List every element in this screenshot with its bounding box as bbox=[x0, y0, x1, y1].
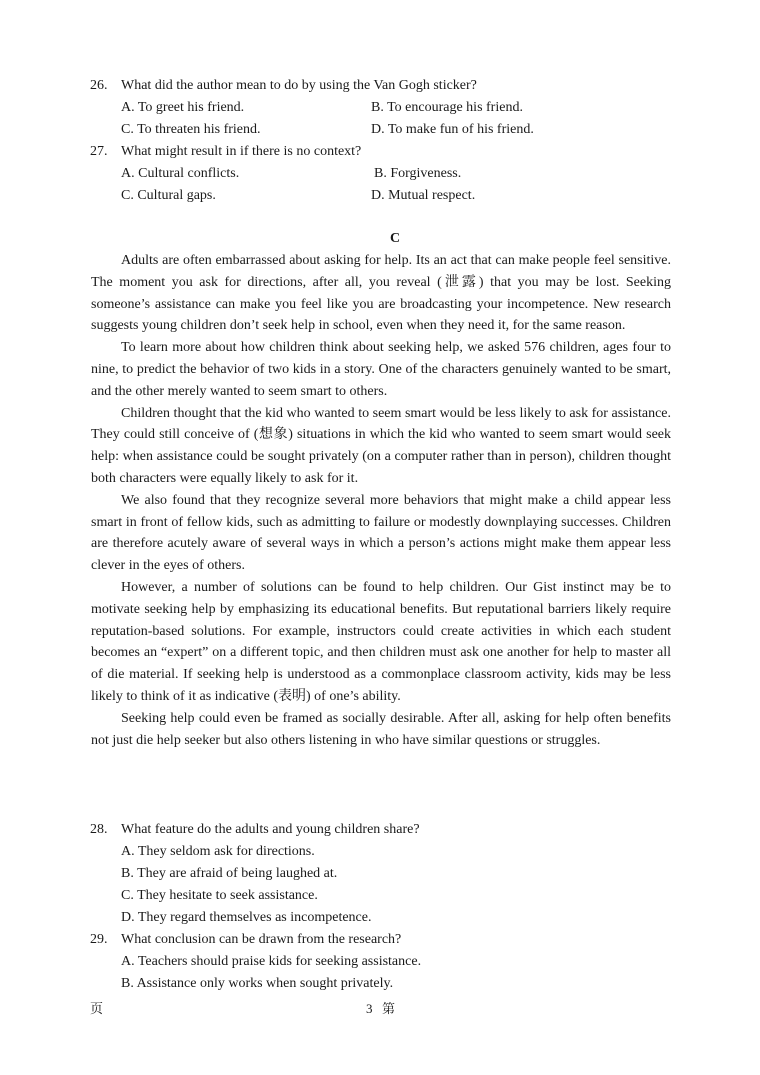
question-number: 28. bbox=[90, 822, 108, 837]
q27-option-c: C. Cultural gaps. bbox=[121, 188, 216, 203]
passage-paragraph-2: To learn more about how children think about seeking help, we asked 576 children, ages four to nine, to predict the behavior of two kids in a story. One of the characters genuinely wanted to be smart, and the other merely wanted to seem smart to others. bbox=[91, 340, 671, 399]
reading-passage bbox=[91, 250, 671, 751]
passage-paragraph-5: However, a number of solutions can be found to help children. Our Gist instinct may be to motivate seeking help by emphasizing its educational benefits. But reputational barriers likely require reputation-based solutions. For example, instructors could create activities in which each student becomes an “expert” on a different topic, and then children must ask one another for help to master all of die material. If seeking help is understood as a commonplace classroom activity, kids may be less likely to think of it as indicative (表明) of one’s ability. bbox=[91, 579, 671, 704]
question-number: 27. bbox=[90, 144, 108, 159]
question-text: What feature do the adults and young children share? bbox=[121, 822, 420, 837]
passage-paragraph-1: Adults are often embarrassed about asking for help. Its an act that can make people feel sensitive. The moment you ask for directions, after all, you reveal (泄露) that you may be lost. Seeking someone’s assistance can make you feel like you are broadcasting your incompetence. New research suggests young children don’t seek help in school, even when they need it, for the same reason. bbox=[91, 253, 671, 334]
q28-option-d: D. They regard themselves as incompetence. bbox=[121, 910, 372, 925]
q27-option-a: A. Cultural conflicts. bbox=[121, 166, 240, 181]
q29-option-a: A. Teachers should praise kids for seeking assistance. bbox=[121, 954, 422, 969]
q29-option-b: B. Assistance only works when sought privately. bbox=[121, 976, 394, 991]
question-29 bbox=[90, 929, 401, 951]
question-text: What did the author mean to do by using the Van Gogh sticker? bbox=[121, 78, 477, 93]
question-27 bbox=[90, 141, 361, 163]
q28-option-c: C. They hesitate to seek assistance. bbox=[121, 888, 318, 903]
q26-option-b: B. To encourage his friend. bbox=[371, 100, 523, 115]
footer-right-label: 第 bbox=[382, 1001, 396, 1016]
question-text: What conclusion can be drawn from the research? bbox=[121, 932, 402, 947]
question-number: 26. bbox=[90, 78, 108, 93]
q27-option-d: D. Mutual respect. bbox=[371, 188, 476, 203]
q28-option-b: B. They are afraid of being laughed at. bbox=[121, 866, 338, 881]
q28-option-a: A. They seldom ask for directions. bbox=[121, 844, 315, 859]
question-text: What might result in if there is no context? bbox=[121, 144, 362, 159]
footer-left-label: 页 bbox=[90, 1001, 104, 1016]
passage-paragraph-6: Seeking help could even be framed as socially desirable. After all, asking for help often benefits not just die help seeker but also others listening in who have similar questions or struggles. bbox=[91, 710, 671, 748]
question-26 bbox=[90, 75, 477, 97]
q26-option-c: C. To threaten his friend. bbox=[121, 122, 261, 137]
passage-paragraph-3: Children thought that the kid who wanted to seem smart would be less likely to ask for assistance. They could still conceive of (想象) situations in which the kid who wanted to seem smart would seek help: when assistance could be sought privately (on a computer rather than in person), children thought both characters were equally likely to ask for it. bbox=[91, 405, 671, 486]
q27-option-b: B. Forgiveness. bbox=[374, 166, 462, 181]
question-28 bbox=[90, 819, 420, 841]
footer-page-number: 3 bbox=[366, 1001, 373, 1016]
section-heading: C bbox=[389, 231, 401, 246]
q26-option-d: D. To make fun of his friend. bbox=[371, 122, 534, 137]
passage-paragraph-4: We also found that they recognize several more behaviors that might make a child appear less smart in front of fellow kids, such as admitting to failure or modestly downplaying successes. Children are therefore acutely aware of several ways in which a person’s actions might make them appear less clever in the eyes of others. bbox=[91, 492, 671, 574]
q26-option-a: A. To greet his friend. bbox=[121, 100, 245, 115]
question-number: 29. bbox=[90, 932, 108, 947]
